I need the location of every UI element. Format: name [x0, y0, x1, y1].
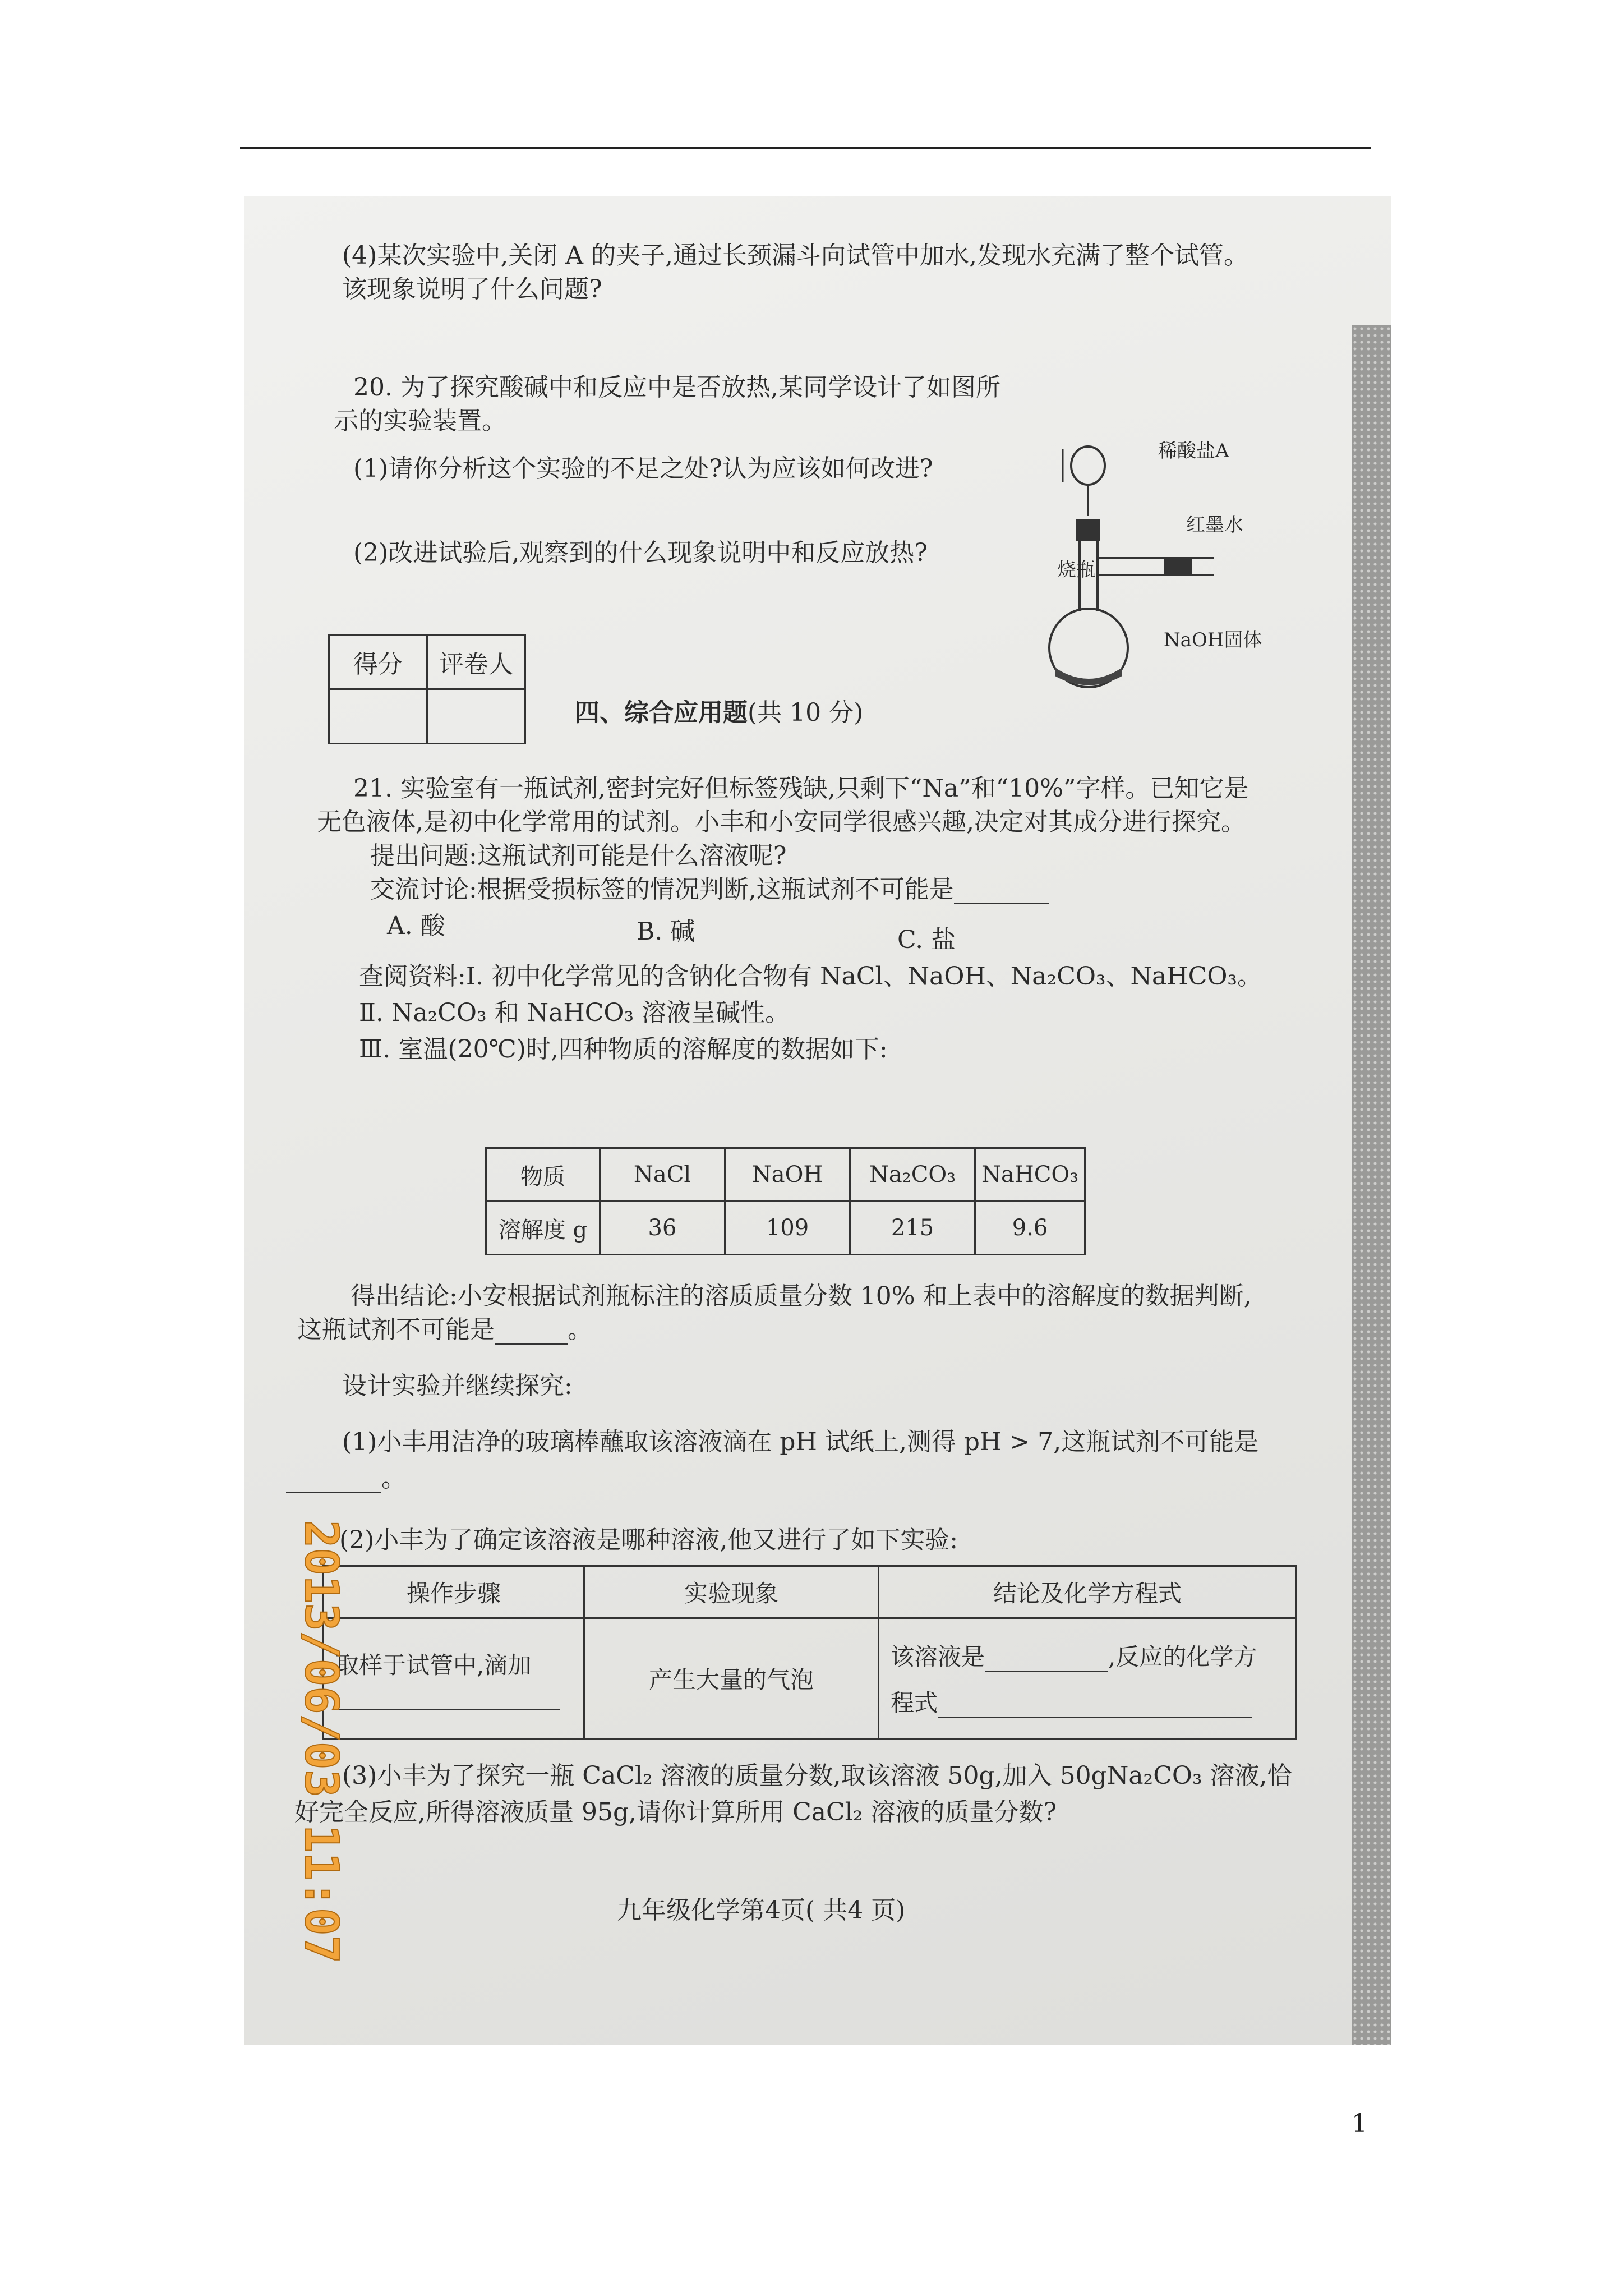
- solubility-value-row: [486, 1202, 1085, 1255]
- sol-header-cell: 物质: [486, 1148, 600, 1202]
- sol-value-cell: 36: [600, 1202, 725, 1255]
- step-blank: [335, 1681, 560, 1710]
- page-footer: 九年级化学第4页( 共4 页): [617, 1896, 906, 1925]
- exp1-blank: [286, 1469, 381, 1493]
- section4-heading: [575, 698, 863, 728]
- option-a: A. 酸: [387, 912, 445, 940]
- grader-header: 评卷人: [427, 635, 525, 689]
- result-c: 程式: [891, 1689, 938, 1717]
- exp-phenomenon-cell: 产生大量的气泡: [584, 1618, 879, 1739]
- label-naoh-solid: NaOH固体: [1164, 629, 1262, 651]
- score-header: 得分: [329, 635, 427, 689]
- q21-exp3-line2: 好完全反应,所得溶液质量 95g,请你计算所用 CaCl₂ 溶液的质量分数?: [294, 1798, 1057, 1826]
- equation-blank: [938, 1694, 1252, 1718]
- experiment-body-row: [324, 1618, 1297, 1739]
- q20-sub1: (1)请你分析这个实验的不足之处?认为应该如何改进?: [353, 454, 933, 483]
- q21-discussion: [370, 875, 1049, 904]
- sol-header-cell: NaCl: [600, 1148, 725, 1202]
- q21-ref3: Ⅲ. 室温(20℃)时,四种物质的溶解度的数据如下:: [359, 1035, 888, 1064]
- solubility-table: [485, 1147, 1086, 1255]
- label-funnel-acid: 稀酸盐A: [1158, 440, 1229, 462]
- score-cell: [329, 689, 427, 744]
- q21-discussion-text: 交流讨论:根据受损标签的情况判断,这瓶试剂不可能是: [370, 875, 954, 904]
- exp1-end: 。: [381, 1464, 406, 1493]
- top-rule: [240, 147, 1371, 149]
- exp-header-cell: 结论及化学方程式: [879, 1566, 1297, 1618]
- q21-exp1: (1)小丰用洁净的玻璃棒蘸取该溶液滴在 pH 试纸上,测得 pH > 7,这瓶试剂不可能是: [342, 1428, 1259, 1456]
- label-red-ink: 红墨水: [1186, 514, 1243, 536]
- result-b: ,反应的化学方: [1108, 1643, 1257, 1671]
- sol-value-cell: 215: [850, 1202, 975, 1255]
- solution-blank: [985, 1648, 1108, 1672]
- q21-line1: 21. 实验室有一瓶试剂,密封完好但标签残缺,只剩下“Na”和“10%”字样。已知它是: [353, 774, 1249, 803]
- binding-strip: [1352, 325, 1391, 2045]
- sol-header-cell: Na₂CO₃: [850, 1148, 975, 1202]
- q21-exp2: (2)小丰为了确定该溶液是哪种溶液,他又进行了如下实验:: [339, 1526, 958, 1554]
- conclusion2-end: 。: [568, 1315, 592, 1344]
- q21-exp3-line1: (3)小丰为了探究一瓶 CaCl₂ 溶液的质量分数,取该溶液 50g,加入 50gNa₂CO₃ 溶液,恰: [342, 1761, 1292, 1790]
- option-b: B. 碱: [637, 917, 695, 946]
- q21-conclusion1: 得出结论:小安根据试剂瓶标注的溶质质量分数 10% 和上表中的溶解度的数据判断,: [351, 1282, 1252, 1310]
- q21-question: 提出问题:这瓶试剂可能是什么溶液呢?: [370, 841, 787, 870]
- section4-points: (共 10 分): [748, 698, 864, 727]
- exam-page-photo: [244, 196, 1391, 2045]
- experiment-header-row: [324, 1566, 1297, 1618]
- q19-4-line1: (4)某次实验中,关闭 A 的夹子,通过长颈漏斗向试管中加水,发现水充满了整个试管。: [342, 241, 1249, 270]
- exp-result-line1: [891, 1639, 1284, 1672]
- q20-line1: 20. 为了探究酸碱中和反应中是否放热,某同学设计了如图所: [353, 373, 1000, 402]
- solubility-header-row: [486, 1148, 1085, 1202]
- q19-4-line2: 该现象说明了什么问题?: [342, 275, 602, 303]
- q21-line2: 无色液体,是初中化学常用的试剂。小丰和小安同学很感兴趣,决定对其成分进行探究。: [317, 808, 1246, 836]
- q20-line2: 示的实验装置。: [334, 407, 506, 435]
- date-stamp-text: 2013/06/03 11:07: [294, 1520, 348, 1963]
- q21-ref1: 查阅资料:Ⅰ. 初中化学常见的含钠化合物有 NaCl、NaOH、Na₂CO₃、NaHCO₃。: [359, 962, 1262, 991]
- date-stamp: [283, 1509, 367, 1991]
- q21-ref2: Ⅱ. Na₂CO₃ 和 NaHCO₃ 溶液呈碱性。: [359, 999, 790, 1027]
- label-flask: 烧瓶: [1057, 559, 1095, 581]
- sol-value-cell: 溶解度 g: [486, 1202, 600, 1255]
- conclusion-blank: [495, 1320, 568, 1345]
- option-c: C. 盐: [897, 926, 956, 954]
- q21-conclusion2: [297, 1315, 592, 1345]
- sol-header-cell: NaOH: [725, 1148, 850, 1202]
- q21-design: 设计实验并继续探究:: [342, 1372, 573, 1400]
- exp-step-text: 取样于试管中,滴加: [335, 1651, 532, 1679]
- page-number: 1: [1352, 2109, 1367, 2138]
- q20-sub2: (2)改进试验后,观察到的什么现象说明中和反应放热?: [353, 539, 928, 567]
- score-box: [328, 634, 526, 744]
- experiment-table: [322, 1565, 1297, 1740]
- sol-header-cell: NaHCO₃: [975, 1148, 1085, 1202]
- sol-value-cell: 109: [725, 1202, 850, 1255]
- discussion-blank: [954, 880, 1049, 904]
- result-a: 该溶液是: [891, 1643, 985, 1671]
- conclusion2-text: 这瓶试剂不可能是: [297, 1315, 495, 1344]
- exp-header-cell: 操作步骤: [324, 1566, 584, 1618]
- exp-result-line2: [891, 1685, 1284, 1718]
- q21-exp1-blank-line: [286, 1464, 406, 1493]
- section4-title: 四、综合应用题: [575, 698, 748, 727]
- exp-header-cell: 实验现象: [584, 1566, 879, 1618]
- exp-result-cell: [879, 1618, 1297, 1739]
- grader-cell: [427, 689, 525, 744]
- sol-value-cell: 9.6: [975, 1202, 1085, 1255]
